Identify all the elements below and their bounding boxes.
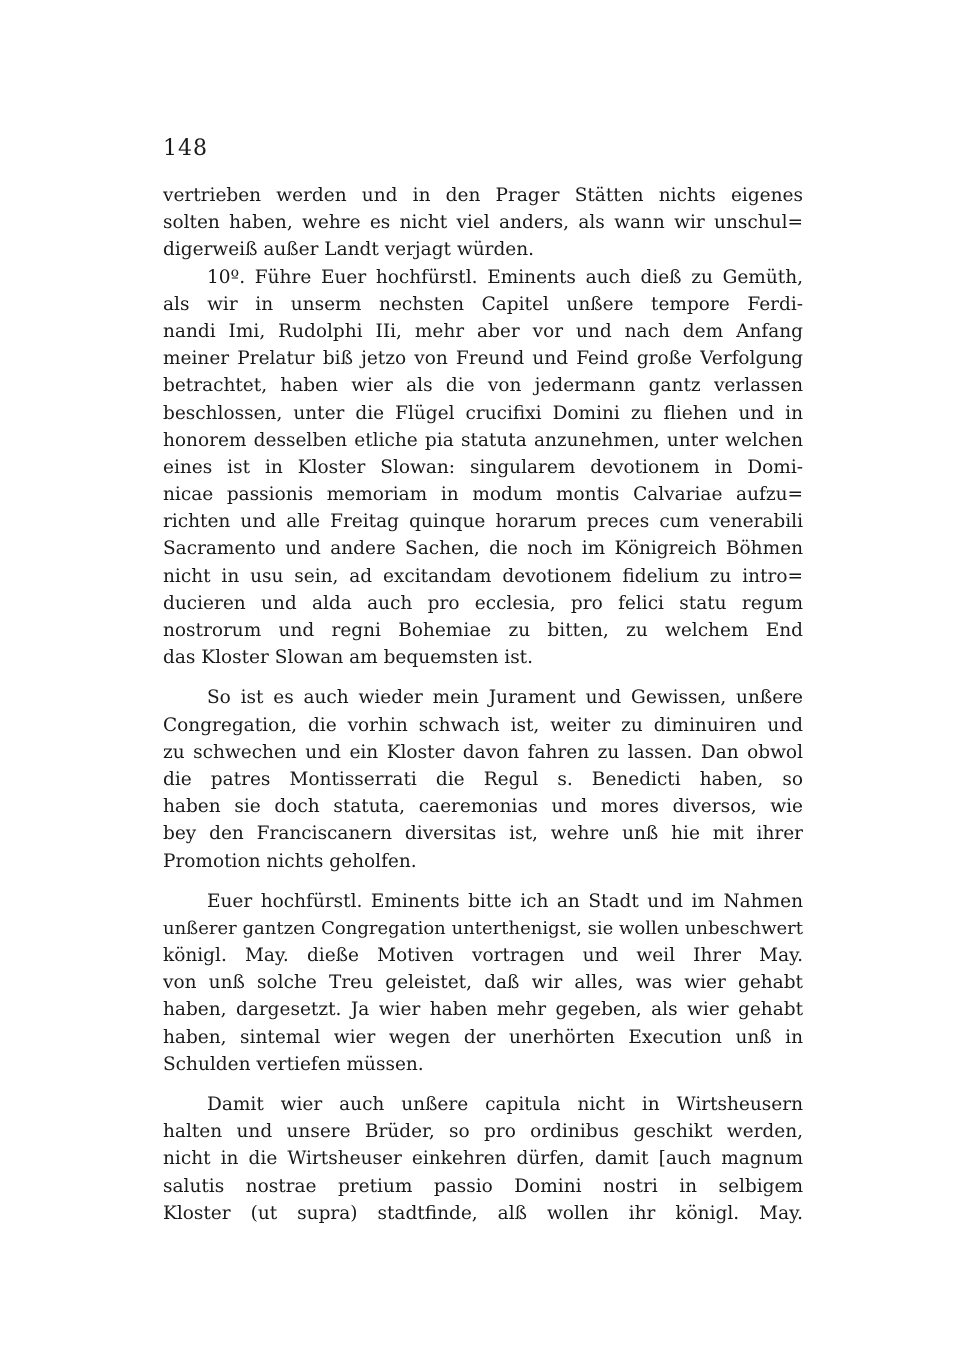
text-line: digerweiß außer Landt verjagt würden. [163, 239, 535, 261]
text-line: eines ist in Kloster Slowan: singularem devotionem in Domi- [163, 456, 803, 478]
text-line: haben sie doch statuta, caeremonias und mores diversos, wie [163, 796, 803, 818]
text-line: Sacramento und andere Sachen, die noch im Königreich Böhmen [163, 538, 803, 560]
text-line: meiner Prelatur biß jetzo von Freund und Feind große Verfolgung [163, 348, 803, 370]
paragraph-spacer [163, 1078, 803, 1091]
paragraph [163, 182, 803, 264]
text-line: betrachtet, haben wier als die von jedermann gantz verlassen [163, 375, 803, 397]
text-line: unßerer gantzen Congregation unterthenigst, sie wollen unbeschwert [163, 917, 803, 939]
paragraph [163, 888, 803, 1078]
text-line: Schulden vertiefen müssen. [163, 1053, 424, 1075]
text-line: die patres Montisserrati die Regul s. Benedicti haben, so [163, 768, 803, 790]
text-line: nicae passionis memoriam in modum montis Calvariae aufzu= [163, 484, 803, 506]
paragraph [163, 684, 803, 874]
text-line: nicht in die Wirtsheuser einkehren dürfen, damit [auch magnum [163, 1148, 803, 1170]
text-line: von unß solche Treu geleistet, daß wir alles, was wier gehabt [163, 972, 803, 994]
text-line: zu schwechen und ein Kloster davon fahren zu lassen. Dan obwol [163, 741, 803, 763]
text-line: halten und unsere Brüder, so pro ordinibus geschikt werden, [163, 1121, 803, 1143]
text-line: vertrieben werden und in den Prager Stätten nichts eigenes [163, 185, 803, 206]
text-line: haben, sintemal wier wegen der unerhörten Execution unß in [163, 1026, 803, 1048]
text-line: Damit wier auch unßere capitula nicht in Wirtsheusern [207, 1094, 803, 1115]
text-line: bey den Franciscanern diversitas ist, wehre unß hie mit ihrer [163, 823, 803, 845]
paragraph [163, 264, 803, 672]
text-line: nostrorum und regni Bohemiae zu bitten, zu welchem End [163, 620, 803, 641]
paragraph [163, 1091, 803, 1227]
text-line: Euer hochfürstl. Eminents bitte ich an Stadt und im Nahmen [207, 890, 803, 912]
text-line: salutis nostrae pretium passio Domini nostri in selbigem [163, 1175, 803, 1197]
text-line: Promotion nichts geholfen. [163, 850, 417, 872]
text-line: als wir in unserm nechsten Capitel unßere tempore Ferdi- [163, 293, 803, 315]
text-line: So ist es auch wieder mein Jurament und Gewissen, unßere [207, 687, 803, 709]
paragraph-spacer [163, 875, 803, 888]
text-line: richten und alle Freitag quinque horarum preces cum venerabili [163, 511, 803, 533]
text-line: nandi Imi, Rudolphi IIi, mehr aber vor und nach dem Anfang [163, 320, 803, 342]
text-line: königl. May. dieße Motiven vortragen und weil Ihrer May. [163, 945, 803, 967]
text-line: Congregation, die vorhin schwach ist, weiter zu diminuiren und [163, 714, 803, 736]
body-text [163, 182, 803, 1227]
text-line: solten haben, wehre es nicht viel anders, als wann wir unschul= [163, 212, 803, 234]
text-line: beschlossen, unter die Flügel crucifixi Domini zu fliehen und in [163, 402, 803, 424]
text-line: 10º. Führe Euer hochfürstl. Eminents auch dieß zu Gemüth, [207, 266, 803, 288]
text-line: honorem desselben etliche pia statuta anzunehmen, unter welchen [163, 429, 803, 451]
text-line: nicht in usu sein, ad excitandam devotionem fidelium zu intro= [163, 565, 803, 587]
text-line: ducieren und alda auch pro ecclesia, pro felici statu regum [163, 592, 803, 614]
text-line: das Kloster Slowan am bequemsten ist. [163, 647, 533, 669]
text-line: haben, dargesetzt. Ja wier haben mehr gegeben, als wier gehabt [163, 999, 803, 1021]
paragraph-spacer [163, 671, 803, 684]
page-number: 148 [163, 136, 208, 161]
text-line: Kloster (ut supra) stadtfinde, alß wollen ihr königl. May. [163, 1202, 803, 1224]
